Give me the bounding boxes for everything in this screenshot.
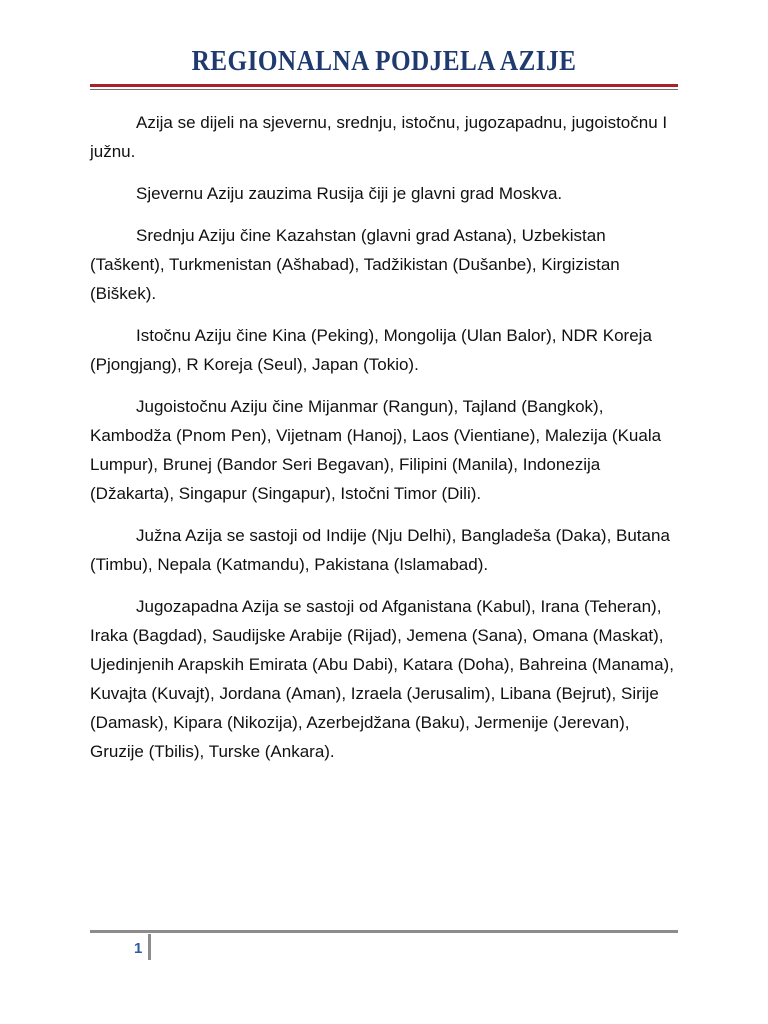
paragraph-southwest-asia: Jugozapadna Azija se sastoji od Afganistana (Kabul), Irana (Teheran), Iraka (Bagdad), Saudijske Arabije (Rijad), Jemena (Sana), Omana (Maskat), Ujedinjenih Arapskih Emirata (Abu Dabi), Katara (Doha), Bahreina (Manama), Kuvajta (Kuvajt), Jordana (Aman), Izraela (Jerusalim), Libana (Bejrut), Sirije (Damask), Kipara (Nikozija), Azerbejdžana (Baku), Jermenije (Jerevan), Gruzije (Tbilis), Turske (Ankara). <box>90 597 674 761</box>
body-text <box>90 108 680 779</box>
page-title: REGIONALNA PODJELA AZIJE <box>191 46 577 77</box>
paragraph-central-asia: Srednju Aziju čine Kazahstan (glavni grad Astana), Uzbekistan (Taškent), Turkmenistan (Ašhabad), Tadžikistan (Dušanbe), Kirgizistan (Biškek). <box>90 226 620 303</box>
paragraph-south-asia: Južna Azija se sastoji od Indije (Nju Delhi), Bangladeša (Daka), Butana (Timbu), Nepala (Katmandu), Pakistana (Islamabad). <box>90 526 670 574</box>
paragraph-east-asia: Istočnu Aziju čine Kina (Peking), Mongolija (Ulan Balor), NDR Koreja (Pjongjang), R Koreja (Seul), Japan (Tokio). <box>90 326 652 374</box>
paragraph-north-asia: Sjevernu Aziju zauzima Rusija čiji je glavni grad Moskva. <box>136 184 563 203</box>
title-underline-thin <box>90 89 678 90</box>
paragraph-southeast-asia: Jugoistočnu Aziju čine Mijanmar (Rangun), Tajland (Bangkok), Kambodža (Pnom Pen), Vijetnam (Hanoj), Laos (Vientiane), Malezija (Kuala Lumpur), Brunej (Bandor Seri Begavan), Filipini (Manila), Indonezija (Džakarta), Singapur (Singapur), Istočni Timor (Dili). <box>90 397 662 503</box>
page-number-divider <box>148 934 151 960</box>
paragraph-intro: Azija se dijeli na sjevernu, srednju, istočnu, jugozapadnu, jugoistočnu I južnu. <box>90 113 668 161</box>
title-underline <box>90 84 678 87</box>
page-number: 1 <box>134 940 143 957</box>
footer-rule <box>90 930 678 933</box>
